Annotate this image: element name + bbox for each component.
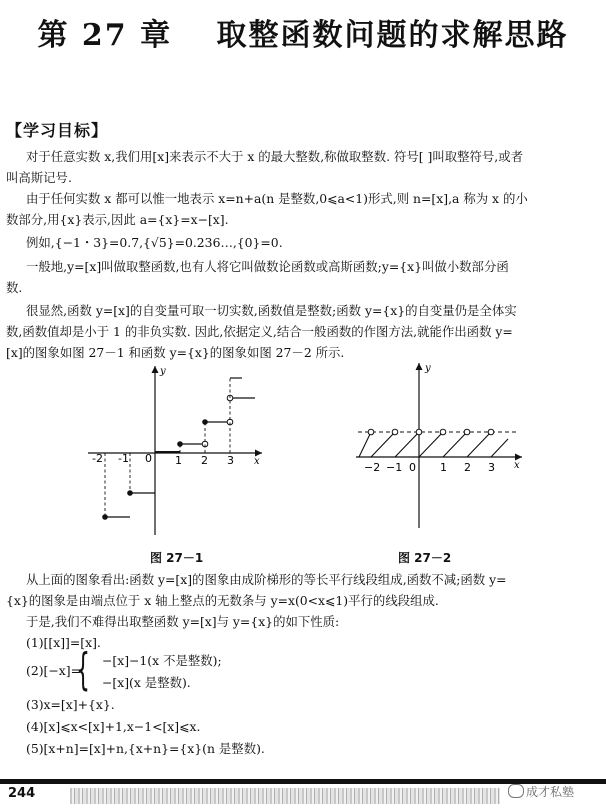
- property-item: (1)[[x]]=[x].: [26, 635, 101, 650]
- x-axis-label: x: [514, 460, 520, 471]
- dashed-guides: [105, 378, 230, 517]
- property-case: −[x](x 是整数).: [102, 675, 191, 690]
- paragraph-line: 很显然,函数 y=[x]的自变量可取一切实数,函数值是整数;函数 y={x}的自变量仍是全体实: [26, 303, 517, 318]
- figure-caption-27-2: 图 27－2: [398, 551, 452, 565]
- property-case: −[x]−1(x 不是整数);: [102, 653, 222, 668]
- paragraph-line: 例如,{−1・3}=0.7,{√5}=0.236…,{0}=0.: [26, 235, 283, 250]
- sawtooth-segments: [359, 432, 508, 457]
- property-item: (5)[x+n]=[x]+n,{x+n}={x}(n 是整数).: [26, 741, 265, 756]
- tick-label: −1: [386, 461, 403, 474]
- origin-label: 0: [409, 461, 416, 474]
- tick-label: 3: [227, 454, 234, 467]
- paragraph-line: 对于任意实数 x,我们用[x]来表示不大于 x 的最大整数,称做取整数. 符号[ ]叫取整符号,或者: [26, 149, 524, 164]
- y-axis-label: y: [160, 366, 166, 377]
- tick-label: 1: [175, 454, 182, 467]
- wechat-icon: [508, 784, 524, 798]
- tick-label: 2: [464, 461, 471, 474]
- property-item: (3)x=[x]+{x}.: [26, 697, 115, 712]
- property-item: (2)[−x]=: [26, 663, 81, 678]
- tick-label: -1: [118, 452, 129, 465]
- paragraph-line: 由于任何实数 x 都可以惟一地表示 x=n+a(n 是整数,0⩽a<1)形式,则 n=[x],a 称为 x 的小: [26, 191, 528, 206]
- tick-label: 1: [440, 461, 447, 474]
- property-item: (4)[x]⩽x<[x]+1,x−1<[x]⩽x.: [26, 719, 201, 734]
- tick-label: 3: [488, 461, 495, 474]
- paragraph-line: {x}的图象是由端点位于 x 轴上整点的无数条与 y=x(0<x⩽1)平行的线段组成.: [6, 593, 439, 608]
- paragraph-line: 数,函数值却是小于 1 的非负实数. 因此,依据定义,结合一般函数的作图方法,就能作出函数 y=: [6, 324, 513, 339]
- paragraph-line: 数.: [6, 280, 23, 295]
- figure-floor-function: [80, 360, 270, 540]
- watermark-text: 成才私塾: [526, 785, 575, 799]
- paragraph-line: [x]的图象如图 27－1 和函数 y={x}的图象如图 27－2 所示.: [6, 345, 345, 360]
- section-heading: 【学习目标】: [6, 121, 109, 140]
- tick-label: -2: [92, 452, 103, 465]
- paragraph-line: 从上面的图象看出:函数 y=[x]的图象由成阶梯形的等长平行线段组成,函数不减;函数 y=: [26, 572, 507, 587]
- paragraph-line: 数部分,用{x}表示,因此 a={x}=x−[x].: [6, 212, 229, 227]
- tick-label: 2: [201, 454, 208, 467]
- figure-caption-27-1: 图 27－1: [150, 551, 204, 565]
- left-brace: {: [76, 644, 90, 695]
- figure-fractional-part-function: [350, 358, 530, 533]
- y-axis-label: y: [425, 363, 431, 374]
- origin-label: 0: [145, 452, 152, 465]
- tick-label: −2: [364, 461, 381, 474]
- paragraph-line: 一般地,y=[x]叫做取整函数,也有人将它叫做数论函数或高斯函数;y={x}叫做小数部分函: [26, 259, 509, 274]
- page-number: 244: [8, 786, 36, 801]
- x-axis-label: x: [254, 456, 260, 467]
- chapter-title: 第 27 章 取整函数问题的求解思路: [37, 18, 569, 53]
- paragraph-line: 于是,我们不难得出取整函数 y=[x]与 y={x}的如下性质:: [26, 614, 340, 629]
- footer-texture: [70, 788, 500, 804]
- paragraph-line: 叫高斯记号.: [6, 170, 72, 185]
